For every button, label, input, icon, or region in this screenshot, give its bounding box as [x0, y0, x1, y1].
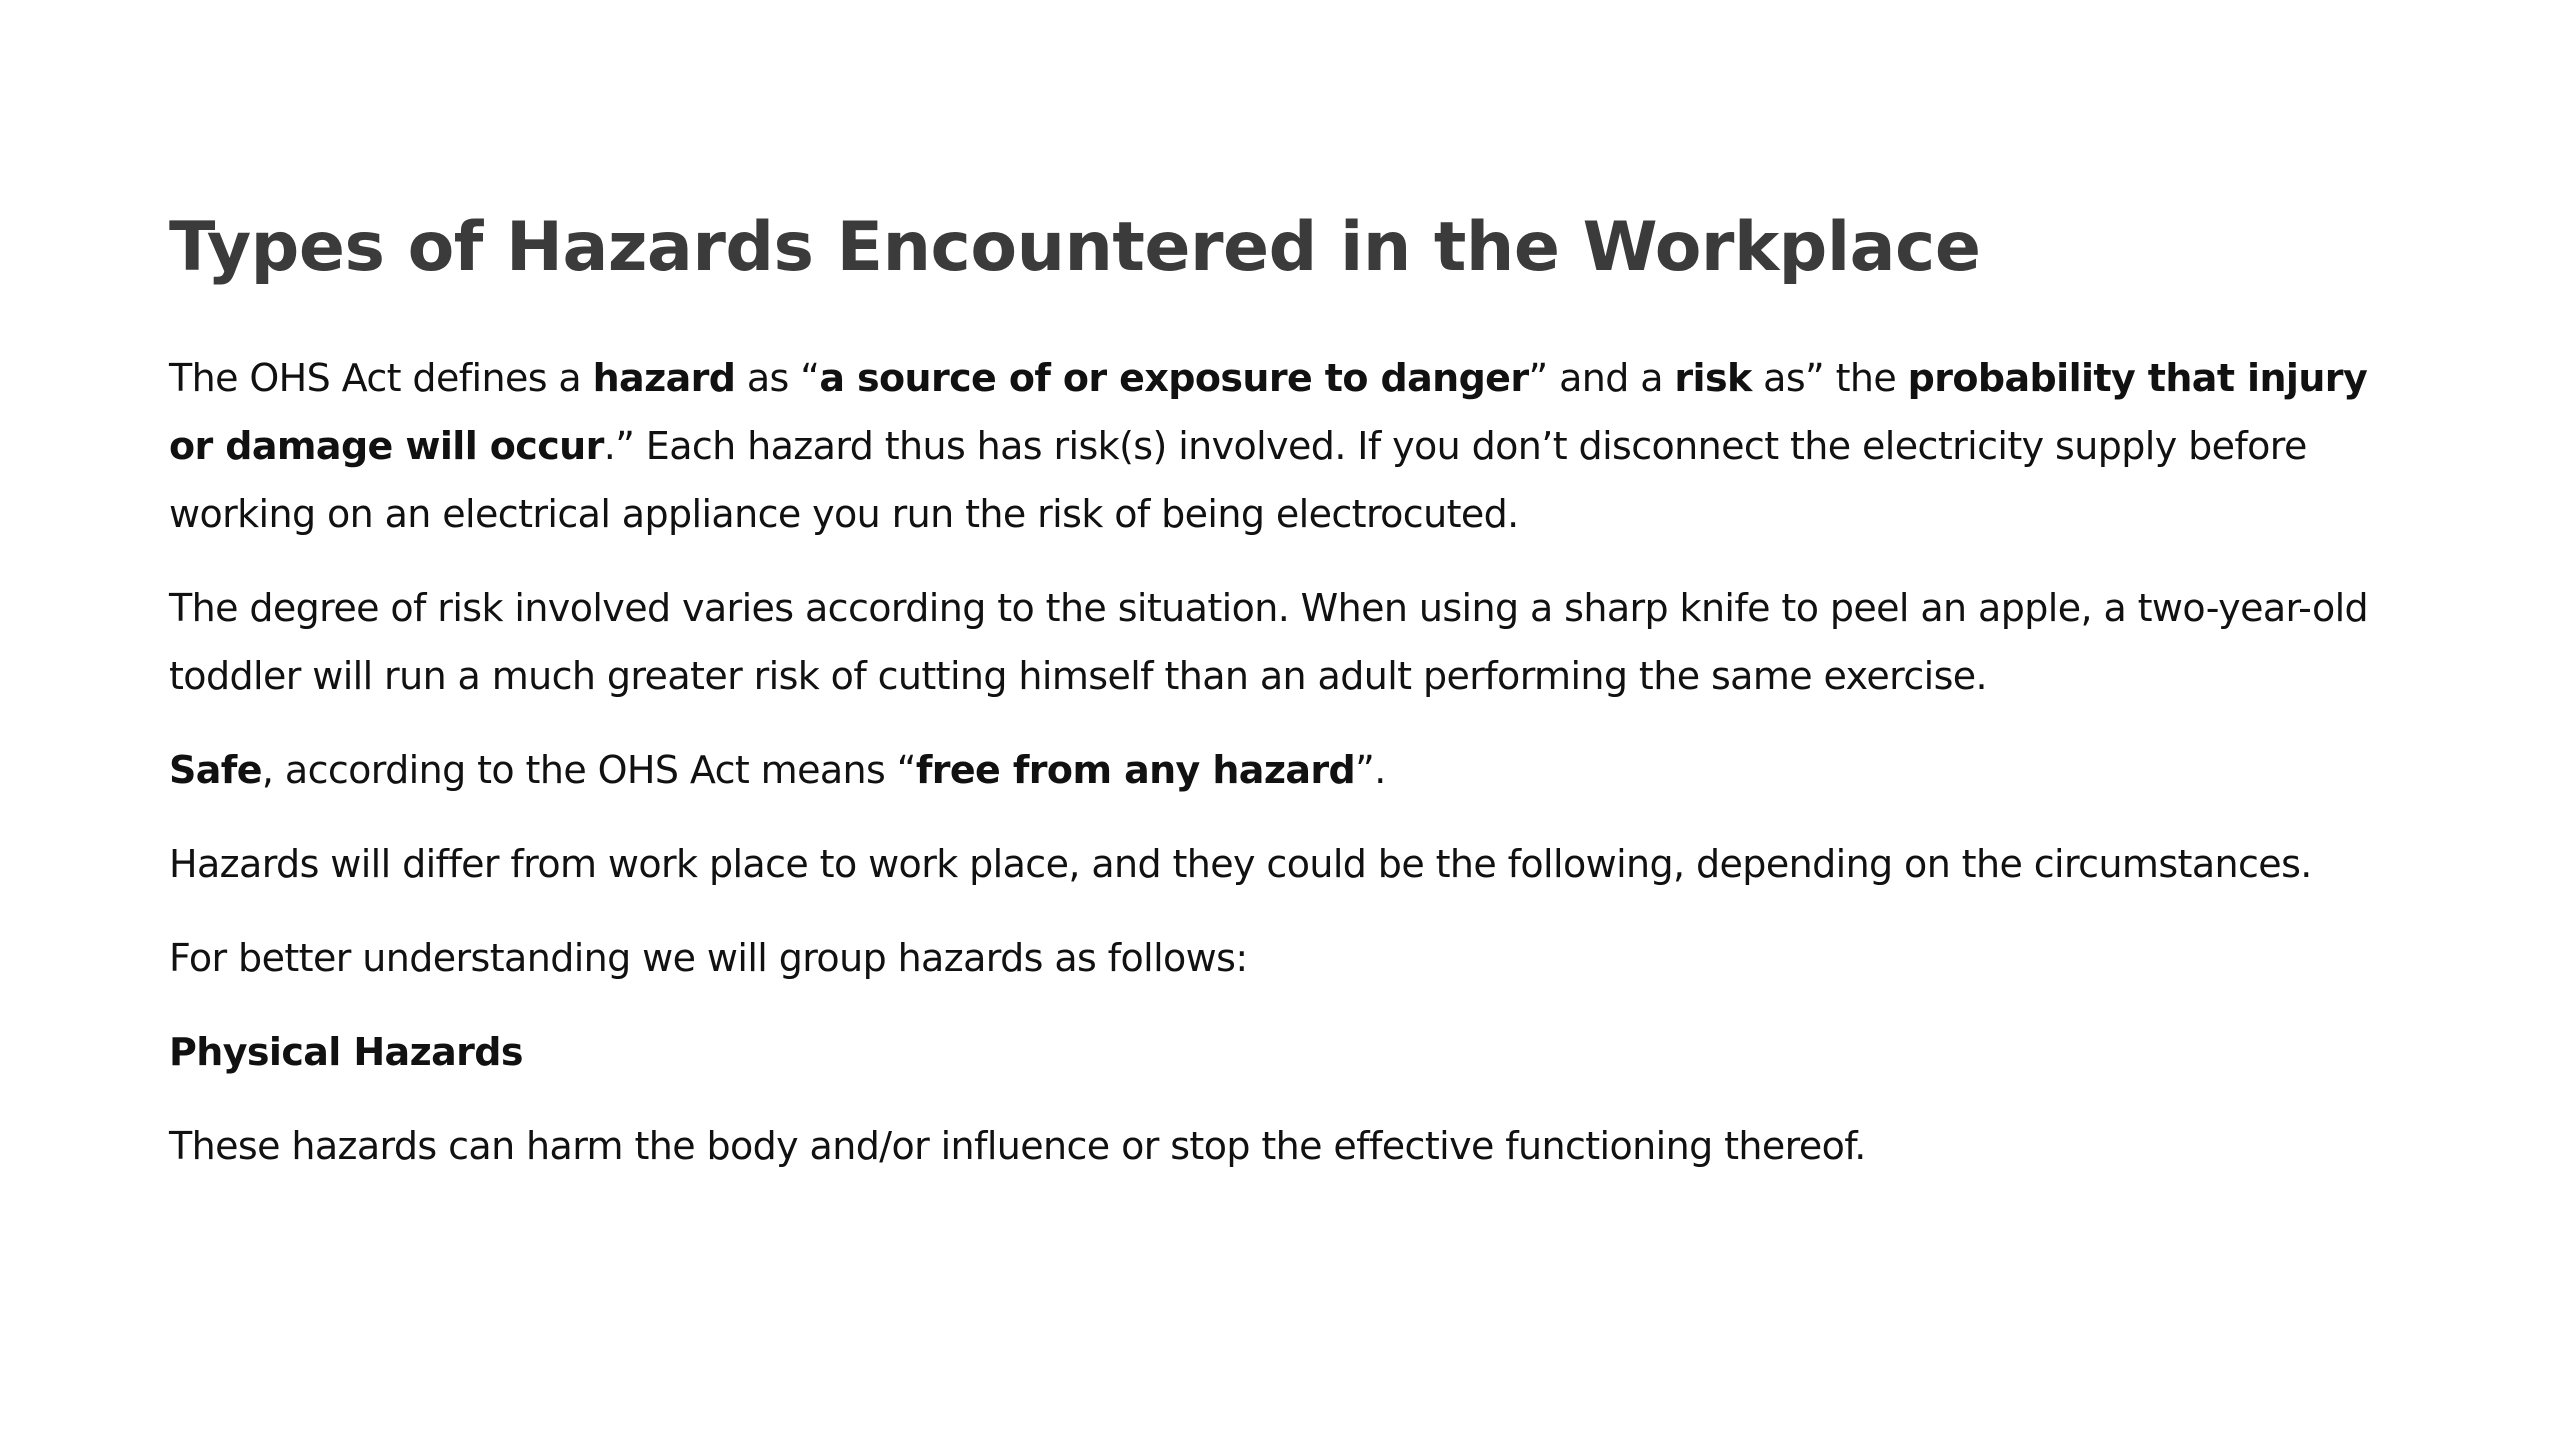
section-heading-text: Physical Hazards: [169, 1030, 523, 1074]
paragraph-definitions: [169, 344, 2399, 548]
term-hazard: hazard: [592, 356, 736, 400]
paragraph-hazards-differ: Hazards will differ from work place to work place, and they could be the following, depending on the circumstances.: [169, 842, 2312, 886]
paragraph-physical-hazards: These hazards can harm the body and/or influence or stop the effective functioning thereof.: [169, 1124, 1866, 1168]
page-title: Types of Hazards Encountered in the Workplace: [169, 208, 1981, 287]
risk-definition: probability that injury or damage will occur: [169, 356, 2368, 468]
term-safe: Safe: [169, 748, 262, 792]
text: , according to the OHS Act means “: [261, 748, 916, 792]
section-heading-physical-hazards: [169, 1018, 2399, 1086]
text: ” and a: [1528, 356, 1675, 400]
paragraph-grouping: For better understanding we will group hazards as follows:: [169, 936, 1248, 980]
safe-definition: free from any hazard: [915, 748, 1356, 792]
term-risk: risk: [1674, 356, 1752, 400]
text: The OHS Act defines a: [169, 356, 593, 400]
text: .” Each hazard thus has risk(s) involved. If you don’t disconnect the electricity supply before working on an electrical appliance you run the risk of being electrocuted.: [169, 424, 2307, 536]
document-page: [169, 200, 2399, 1206]
text: as” the: [1751, 356, 1908, 400]
paragraph-degree-of-risk: The degree of risk involved varies according to the situation. When using a sharp knife to peel an apple, a two-year-old toddler will run a much greater risk of cutting himself than an adult performing the same exercise.: [169, 586, 2369, 698]
text: as “: [735, 356, 820, 400]
hazard-definition: a source of or exposure to danger: [819, 356, 1529, 400]
paragraph-safe: [169, 736, 2399, 804]
text: ”.: [1355, 748, 1386, 792]
